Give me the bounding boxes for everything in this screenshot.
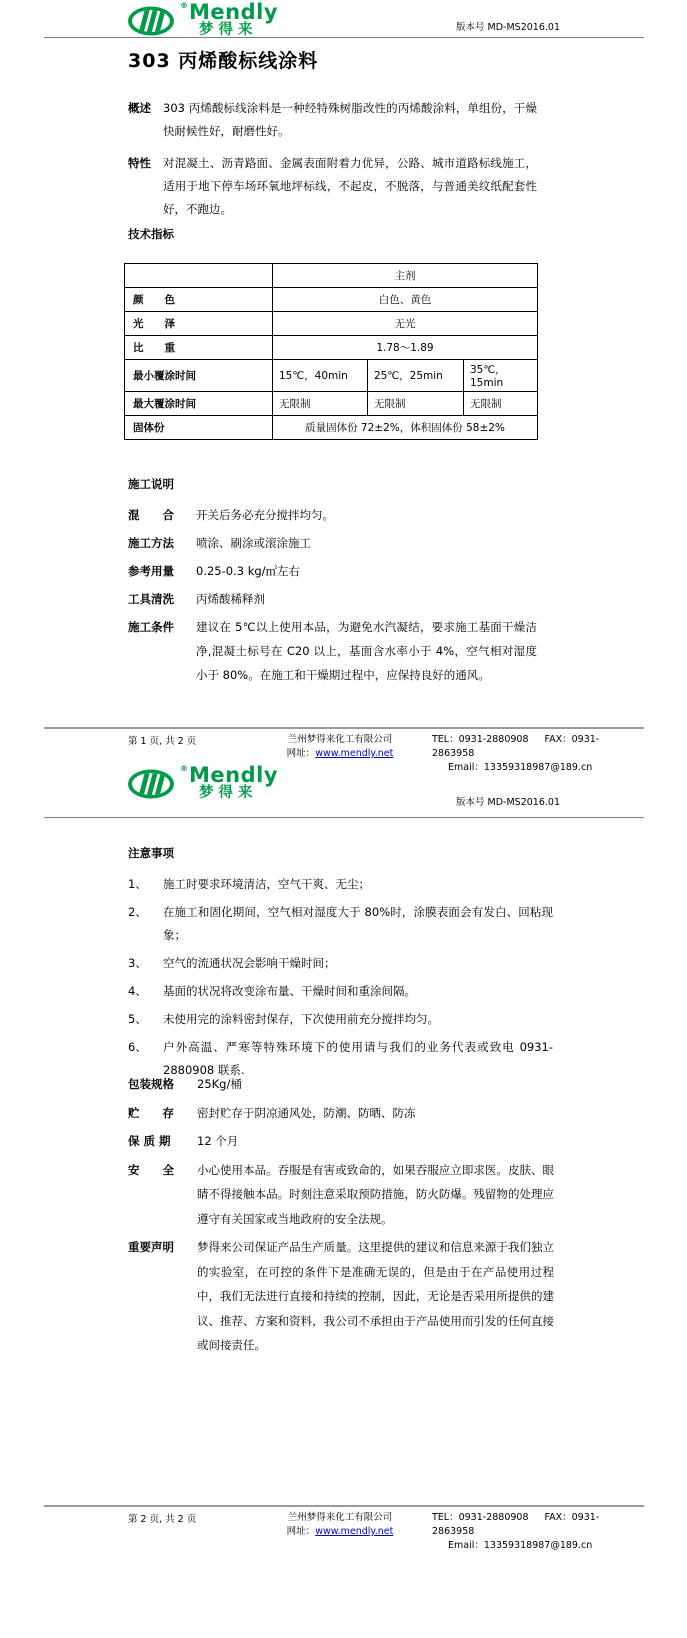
construction-item-usage [128, 559, 537, 583]
note-text: 空气的流通状况会影响干燥时间； [163, 956, 336, 970]
brand-name-en: Mendly [189, 0, 279, 24]
logo-mark-icon [127, 765, 179, 802]
table-row [125, 288, 538, 312]
company-logo [127, 765, 278, 802]
info-text: 密封贮存于阴凉通风处，防潮、防晒、防冻 [197, 1105, 416, 1120]
info-text: 梦得来公司保证产品生产质量。这里提供的建议和信息来源于我们独立的实验室，在可控的条件下是准确无误的，但是由于在产品使用过程中，我们无法进行直接和持续的控制，因此，无论是否采用所提供的建议、推荐、方案和资料，我公司不承担由于产品使用而引发的任何直接或间接责任。 [197, 1240, 554, 1352]
footer-company-block [256, 1511, 424, 1539]
note-item [128, 952, 553, 975]
fax-number: FAX：0931-2863958 [432, 734, 600, 759]
table-row [125, 336, 538, 360]
brand-wordmark [189, 765, 278, 801]
row-label-solids: 固体份 [125, 416, 273, 440]
item-text: 0.25-0.3 kg/㎡左右 [196, 564, 301, 578]
info-text: 小心使用本品。吞服是有害或致命的，如果吞服应立即求医。皮肤、眼睛不得接触本品。时刻注意采取预防措施，防火防爆。残留物的处理应遵守有关国家或当地政府的安全法规。 [197, 1162, 554, 1226]
overview-section [128, 97, 537, 143]
min-recoat-15c: 15℃，40min [273, 360, 368, 392]
overview-label: 概述 [128, 101, 151, 115]
table-row [125, 416, 538, 440]
row-label-max-recoat: 最大覆涂时间 [125, 392, 273, 416]
company-name: 兰州梦得来化工有限公司 [287, 734, 393, 745]
info-label: 贮 存 [128, 1105, 174, 1120]
table-row [125, 264, 538, 288]
note-item [128, 901, 553, 947]
row-value-solids: 质量固体份 72±2%，体积固体份 58±2% [273, 416, 538, 440]
item-label: 工具清洗 [128, 592, 174, 606]
min-recoat-35c: 35℃，15min [464, 360, 538, 392]
note-number: 4、 [128, 984, 147, 998]
note-number: 2、 [128, 905, 147, 919]
page2-footer [44, 1505, 644, 1553]
info-label: 安 全 [128, 1162, 174, 1177]
max-recoat-15c: 无限制 [273, 392, 368, 416]
item-text: 开关后务必充分搅拌均匀。 [196, 508, 334, 522]
info-item-storage [128, 1101, 554, 1126]
info-item-shelf-life [128, 1129, 554, 1154]
construction-item-mixing [128, 503, 537, 527]
footer-contact-block [424, 733, 644, 775]
table-row [125, 392, 538, 416]
note-number: 5、 [128, 1012, 147, 1026]
fax-number: FAX：0931-2863958 [432, 1512, 600, 1537]
header-divider [44, 37, 644, 38]
note-number: 3、 [128, 956, 147, 970]
item-text: 建议在 5℃以上使用本品，为避免水汽凝结，要求施工基面干燥洁净,混凝土标号在 C20 以上，基面含水率小于 4%，空气相对湿度小于 80%。在施工和干燥期过程中，应保持良好的通风。 [196, 620, 537, 682]
website-label: 网址： [286, 1526, 316, 1537]
company-name: 兰州梦得来化工有限公司 [287, 1512, 393, 1523]
company-logo [127, 2, 278, 39]
registered-trademark: ® [180, 764, 188, 773]
note-number: 6、 [128, 1040, 147, 1054]
brand-wordmark [189, 2, 278, 38]
notes-section [128, 845, 553, 1087]
item-text: 丙烯酸稀释剂 [196, 592, 265, 606]
features-text: 对混凝土、沥青路面、金属表面附着力优异，公路、城市道路标线施工，适用于地下停车场环氧地坪标线，不起皮，不脱落，与普通美纹纸配套性好，不跑边。 [163, 156, 537, 216]
email-address: Email：13359318987@189.cn [448, 762, 593, 773]
row-value-color: 白色、黄色 [273, 288, 538, 312]
version-label: 版本号 MD-MS2016.01 [456, 22, 560, 33]
info-text: 25Kg/桶 [197, 1077, 242, 1091]
footer-contact-block [424, 1511, 644, 1553]
row-label-color: 颜 色 [125, 288, 273, 312]
product-info-section [128, 1072, 554, 1362]
item-label: 施工方法 [128, 536, 174, 550]
website-label: 网址： [286, 748, 316, 759]
min-recoat-25c: 25℃，25min [368, 360, 464, 392]
website-link[interactable]: www.mendly.net [315, 1526, 394, 1537]
overview-text: 303 丙烯酸标线涂料是一种经特殊树脂改性的丙烯酸涂料，单组份，干燥快耐候性好，耐磨性好。 [163, 101, 537, 138]
tel-number: TEL：0931-2880908 [432, 1512, 529, 1523]
note-text: 户外高温、严寒等特殊环境下的使用请与我们的业务代表或致电 0931-2880908 联系. [163, 1040, 553, 1077]
note-number: 1、 [128, 877, 147, 891]
max-recoat-25c: 无限制 [368, 392, 464, 416]
brand-name-en: Mendly [189, 763, 279, 787]
logo-mark-icon [127, 2, 179, 39]
table-row [125, 312, 538, 336]
row-label-min-recoat: 最小覆涂时间 [125, 360, 273, 392]
row-label-gloss: 光 泽 [125, 312, 273, 336]
note-item [128, 980, 553, 1003]
note-text: 未使用完的涂料密封保存，下次使用前充分搅拌均匀。 [163, 1012, 439, 1026]
item-label: 混 合 [128, 508, 174, 522]
tech-table [124, 263, 538, 440]
row-value-gloss: 无光 [273, 312, 538, 336]
note-item [128, 873, 553, 896]
features-label: 特性 [128, 156, 151, 170]
note-text: 在施工和固化期间，空气相对湿度大于 80%时，涂膜表面会有发白、回粘现象； [163, 905, 553, 942]
row-label-density: 比 重 [125, 336, 273, 360]
construction-item-method [128, 531, 537, 555]
info-item-safety [128, 1158, 554, 1232]
version-label: 版本号 MD-MS2016.01 [456, 797, 560, 808]
email-address: Email：13359318987@189.cn [448, 1540, 593, 1551]
table-header-cell: 主剂 [273, 264, 538, 288]
construction-item-conditions [128, 615, 537, 687]
info-item-disclaimer [128, 1235, 554, 1358]
item-text: 喷涂、刷涂或滚涂施工 [196, 536, 311, 550]
row-value-density: 1.78～1.89 [273, 336, 538, 360]
table-corner-cell [125, 264, 273, 288]
features-section [128, 152, 537, 221]
product-title: 303 丙烯酸标线涂料 [128, 50, 319, 72]
tech-heading: 技术指标 [128, 227, 174, 241]
note-item [128, 1008, 553, 1031]
construction-heading: 施工说明 [128, 477, 174, 491]
page-number: 第 2 页, 共 2 页 [128, 1514, 197, 1525]
brand-name-cn: 梦得来 [199, 22, 258, 38]
construction-section [128, 476, 537, 691]
item-label: 参考用量 [128, 564, 174, 578]
registered-trademark: ® [180, 1, 188, 10]
info-label: 包装规格 [128, 1077, 174, 1091]
info-item-packaging [128, 1072, 554, 1097]
max-recoat-35c: 无限制 [464, 392, 538, 416]
note-text: 施工时要求环境清洁，空气干爽、无尘； [163, 877, 370, 891]
note-text: 基面的状况将改变涂布量、干燥时间和重涂间隔。 [163, 984, 416, 998]
brand-name-cn: 梦得来 [199, 785, 258, 801]
info-text: 12 个月 [197, 1134, 239, 1148]
construction-item-cleaning [128, 587, 537, 611]
page-number: 第 1 页, 共 2 页 [128, 736, 197, 747]
website-link[interactable]: www.mendly.net [315, 748, 394, 759]
footer-company-block [256, 733, 424, 761]
table-row [125, 360, 538, 392]
info-label: 重要声明 [128, 1240, 174, 1254]
info-label: 保 质 期 [128, 1134, 171, 1148]
notes-heading: 注意事项 [128, 846, 174, 860]
tel-number: TEL：0931-2880908 [432, 734, 529, 745]
header-divider [44, 817, 644, 818]
item-label: 施工条件 [128, 620, 174, 634]
